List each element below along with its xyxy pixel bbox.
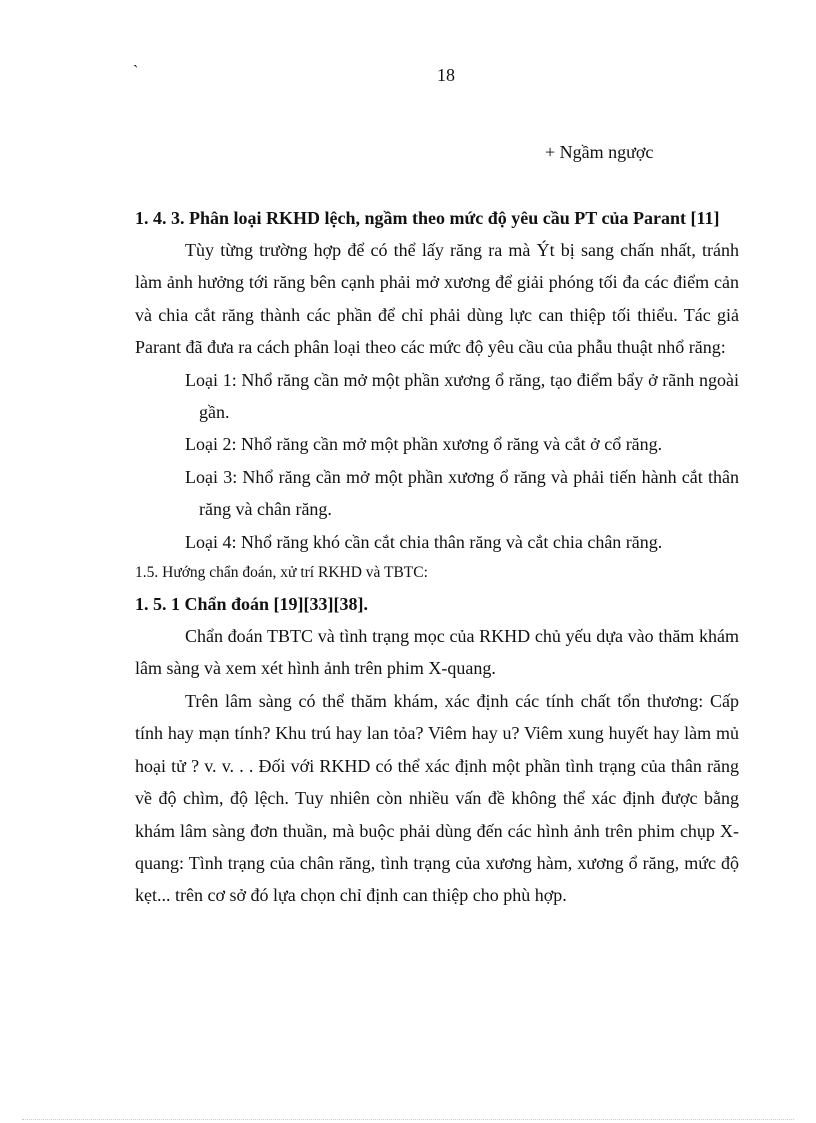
section-heading-1-4-3: 1. 4. 3. Phân loại RKHD lệch, ngầm theo mức độ yêu cầu PT của Parant [11] [135,208,720,228]
classification-list [135,364,739,558]
diagnosis-paragraph-1: Chẩn đoán TBTC và tình trạng mọc của RKHD chủ yếu dựa vào thăm khám lâm sàng và xem xét hình ảnh trên phim X-quang. [135,626,739,679]
section-heading-1-5-1: 1. 5. 1 Chẩn đoán [19][33][38]. [135,594,369,615]
page-number: 18 [437,65,455,85]
carry-over-list-item: + Ngầm ngược [545,142,654,162]
list-item: Loại 2: Nhổ răng cần mở một phần xương ổ răng và cắt ở cổ răng. [185,434,663,455]
corner-mark: ` [133,63,139,80]
list-item: Loại 3: Nhổ răng cần mở một phần xương ổ răng và phải tiến hành cắt thân răng và chân răng. [185,466,739,520]
section-heading-1-5: 1.5. Hướng chẩn đoán, xử trí RKHD và TBTC: [135,564,428,582]
page-body [135,202,739,912]
list-item: Loại 1: Nhổ răng cần mở một phần xương ổ răng, tạo điểm bẩy ở rãnh ngoài gần. [185,369,739,423]
intro-paragraph: Tùy từng trường hợp để có thể lấy răng ra mà Ýt bị sang chấn nhất, tránh làm ảnh hưởng tới răng bên cạnh phải mở xương để giải phóng tối đa các điểm cản và chia cắt răng thành các phần để chỉ phải dùng lực can thiệp tối thiểu. Tác giả Parant đã đưa ra cách phân loại theo các mức độ yêu cầu của phẫu thuật nhổ răng: [135,240,739,358]
page-bottom-border [22,1119,794,1120]
diagnosis-paragraph-2: Trên lâm sàng có thể thăm khám, xác định các tính chất tổn thương: Cấp tính hay mạn tính? Khu trú hay lan tỏa? Viêm hay u? Viêm xung huyết hay làm mủ hoại tử ? v. v. . . Đối với RKHD có thể xác định một phần tình trạng của thân răng về độ chìm, độ lệch. Tuy nhiên còn nhiều vấn đề không thể xác định được bằng khám lâm sàng đơn thuần, mà buộc phải dùng đến các hình ảnh trên phim chụp X-quang: Tình trạng của chân răng, tình trạng của xương hàm, xương ổ răng, mức độ kẹt... trên cơ sở đó lựa chọn chỉ định can thiệp cho phù hợp. [135,690,739,906]
list-item: Loại 4: Nhổ răng khó cần cắt chia thân răng và cắt chia chân răng. [185,531,663,552]
